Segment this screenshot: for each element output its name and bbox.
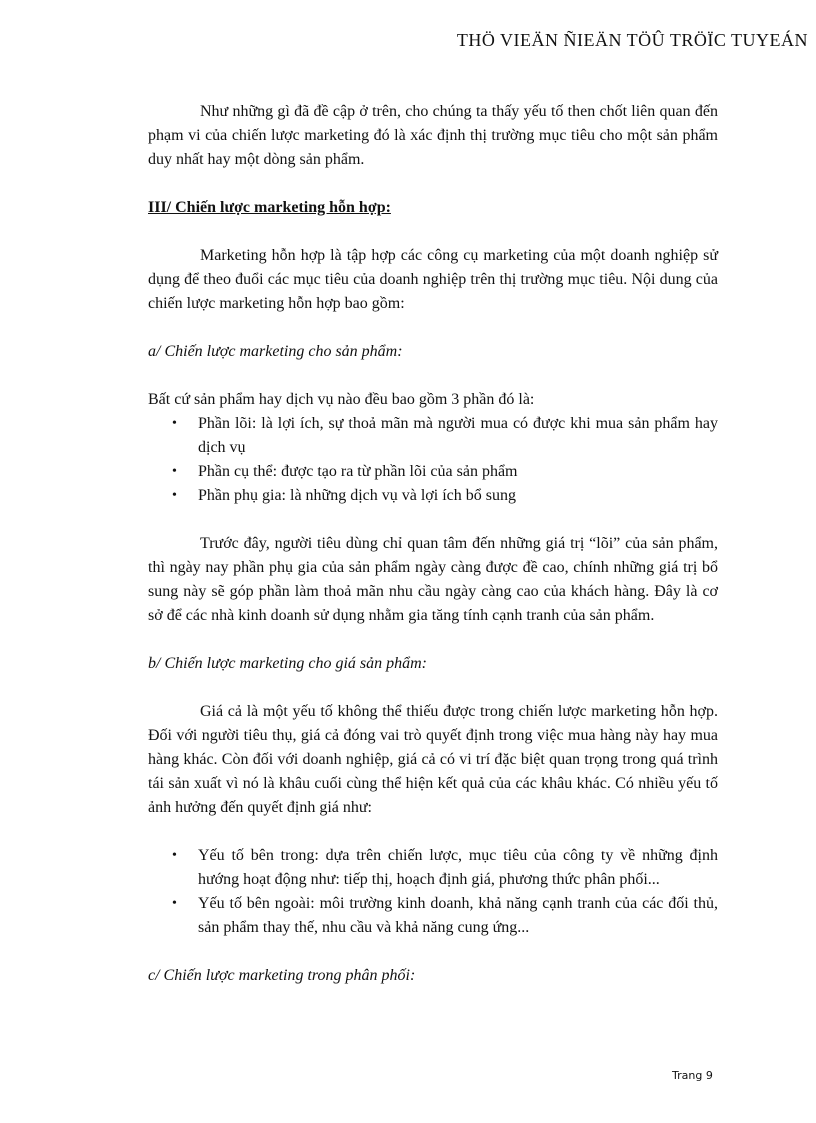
section-heading-iii: III/ Chiến lược marketing hỗn hợp: [148, 199, 391, 216]
subheading-c: c/ Chiến lược marketing trong phân phối: [148, 967, 416, 984]
page-number: Trang 9 [672, 1069, 713, 1082]
subheading-b: b/ Chiến lược marketing cho giá sản phẩm: [148, 655, 428, 672]
subheading-a: a/ Chiến lược marketing cho sản phẩm: [148, 343, 403, 360]
sub-a-lead: Bất cứ sản phẩm hay dịch vụ nào đều bao gồm 3 phần đó là: [148, 391, 535, 408]
bullet-icon: • [172, 416, 177, 431]
sub-a-paragraph: Trước đây, người tiêu dùng chỉ quan tâm đến những giá trị “lõi” của sản phẩm, thì ngày nay phần phụ gia của sản phẩm ngày càng được đề cao, chính những giá trị bổ sung này sẽ góp phần làm thoả mãn nhu cầu ngày càng cao của khách hàng. Đây là cơ sở để các nhà kinh doanh sử dụng nhằm gia tăng tính cạnh tranh của sản phẩm. [148, 535, 718, 624]
list-item-text: Phần phụ gia: là những dịch vụ và lợi ích bổ sung [198, 487, 516, 504]
sub-b-bullet-list [148, 844, 718, 940]
list-item [172, 460, 718, 484]
bullet-icon: • [172, 488, 177, 503]
sub-a-bullet-list [148, 412, 718, 508]
list-item-text: Phần cụ thể: được tạo ra từ phần lõi của sản phẩm [198, 463, 518, 480]
list-item-text: Yếu tố bên trong: dựa trên chiến lược, mục tiêu của công ty về những định hướng hoạt động như: tiếp thị, hoạch định giá, phương thức phân phối... [198, 847, 718, 888]
list-item [172, 844, 718, 892]
list-item [172, 484, 718, 508]
sub-b-paragraph: Giá cả là một yếu tố không thể thiếu được trong chiến lược marketing hỗn hợp. Đối với người tiêu thụ, giá cả đóng vai trò quyết định trong việc mua hàng này hay mua hàng khác. Còn đối với doanh nghiệp, giá cả có vi trí đặc biệt quan trọng trong quá trình tái sản xuất vì nó là khâu cuối cùng thể hiện kết quả của các khâu khác. Có nhiều yếu tố ảnh hưởng đến quyết định giá như: [148, 703, 718, 816]
list-item-text: Yếu tố bên ngoài: môi trường kinh doanh, khả năng cạnh tranh của các đối thủ, sản phẩm thay thế, nhu cầu và khả năng cung ứng... [198, 895, 718, 936]
running-header: THÖ VIEÄN ÑIEÄN TÖÛ TRÖÏC TUYEÁN [456, 30, 808, 50]
bullet-icon: • [172, 848, 177, 863]
bullet-icon: • [172, 896, 177, 911]
list-item [172, 412, 718, 460]
bullet-icon: • [172, 464, 177, 479]
document-body [148, 100, 718, 988]
intro-paragraph: Như những gì đã đề cập ở trên, cho chúng ta thấy yếu tố then chốt liên quan đến phạm vi của chiến lược marketing đó là xác định thị trường mục tiêu cho một sản phẩm duy nhất hay một dòng sản phẩm. [148, 103, 718, 168]
section-iii-paragraph: Marketing hỗn hợp là tập hợp các công cụ marketing của một doanh nghiệp sử dụng để theo đuổi các mục tiêu của doanh nghiệp trên thị trường mục tiêu. Nội dung của chiến lược marketing hỗn hợp bao gồm: [148, 247, 718, 312]
list-item [172, 892, 718, 940]
list-item-text: Phần lõi: là lợi ích, sự thoả mãn mà người mua có được khi mua sản phẩm hay dịch vụ [198, 415, 718, 456]
